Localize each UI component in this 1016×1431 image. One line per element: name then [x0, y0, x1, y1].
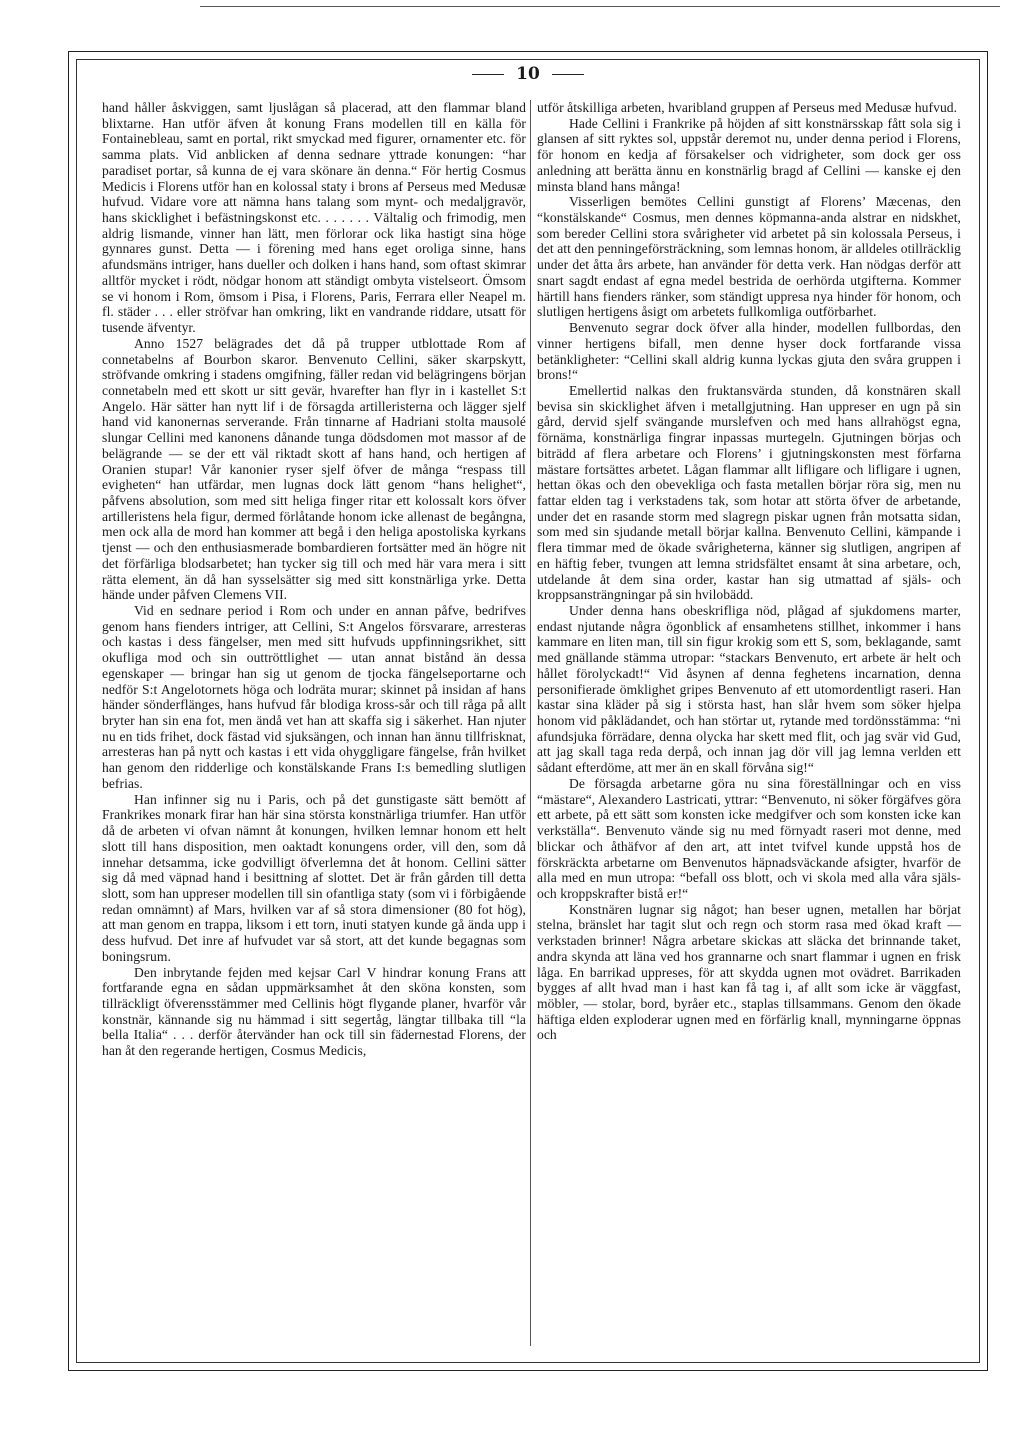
paragraph: Anno 1527 belägrades det då på trupper utblottade Rom af connetabelns af Bourbon skaror. Benvenuto Cellini, säker skarpskytt, ströfvande omkring i stadens omgifning, fäller redan vid belägringens början connetabeln med ett skott ur sitt gevär, hvarefter han flyr in i kastellet S:t Angelo. Här sätter han nytt lif i de försagda artilleristerna och lägger sjelf hand vid kanonernas serverande. Från tinnarne af Hadriani stolta mausolé slungar Cellini med kanonens dånande tunga dödsdomen mot massor af de belägrande — se der ett väl riktadt skott af hans hand, och hertigen af Oranien stupar! Vår kanonier ryser sjelf öfver de många “respass till evigheten“ han utfärdar, men lugnas dock lätt genom “hans helighet“, påfvens absolution, som med sitt heliga finger ritar ett kolossalt kors öfver artilleristens hela figur, dermed förlåtande honom icke allenast de begångna, men ock alla de mord han kommer att begå i den heliga apostoliska kyrkans tjenst — och den enthusiasmerade bombardieren fortsätter med än högre nit det förfärliga blodsarbetet; han tycker sig till och med här vara mera i sitt rätta element, än då han sysselsätter sig med sitt konstnärliga yrke. Detta hände under påfven Clemens VII. — [102, 335, 526, 603]
page-header — [76, 64, 980, 84]
column-divider — [530, 100, 531, 1346]
header-dash-right — [552, 74, 584, 75]
paragraph: De försagda arbetarne göra nu sina föreställningar och en viss “mästare“, Alexandero Lastricati, yttrar: “Benvenuto, ni söker förgäfves göra ett arbete, på ett sätt som konsten icke medgifver och som konsten icke kan verkställa“. Benvenuto vände sig nu med förnyadt raseri mot denne, med blickar och åthäfvor af den art, att intet tvifvel kunde uppstå hos de förskräckta arbetarne om Benvenutos häpnadsväckande afsigter, hvarför de alla med en mun utropa: “befall oss blott, och vi skola med alla våra själs- och kroppskrafter bistå er!“ — [537, 775, 961, 901]
paragraph: utför åtskilliga arbeten, hvaribland gruppen af Perseus med Medusæ hufvud. — [537, 100, 958, 115]
paragraph: hand håller åskviggen, samt ljuslågan så placerad, att den flammar bland blixtarne. Han utför äfven åt konung Frans modellen till en källa för Fontainebleau, samt en portal, rikt smyckad med figurer, ornamenter etc. för samma plats. Vid anblicken af denna sednare yttrade konungen: “har paradiset portar, så kunna de ej vara skönare än denna.“ För hertig Cosmus Medicis i Florens utför han en kolossal staty i brons af Perseus med Medusæ hufvud. Vidare vore att nämna hans talang som mynt- och medaljgravör, hans skicklighet i befästningskonst etc. . . . . . . Vältalig och frimodig, men aldrig lismande, vinner han lätt, men förlorar ock lika hastigt sina höge gynnares gunst. Detta — i förening med hans eget oroliga sinne, hans afundsmäns intriger, hans dueller och dolken i hans hand, som oftast skimrar alltför mycket i rödt, nödgar honom att ständigt ombyta vistelseort. Ömsom se vi honom i Rom, ömsom i Pisa, i Florens, Paris, Ferrara eller Neapel m. fl. städer . . . eller ströfvar han omkring, likt en vandrande riddare, utsatt för tusende äfventyr. — [102, 100, 526, 336]
paragraph: Vid en sednare period i Rom och under en annan påfve, bedrifves genom hans fienders intriger, att Cellini, S:t Angelos försvarare, arresteras och kastas i dess fängelser, men med sitt hufvuds uppfinningsrikhet, sitt okufliga mod och sin outtröttlighet — utan annat bistånd än dessa egenskaper — bringar han sig ut genom de tjocka fängelseportarne och nedför S:t Angelotornets höga och lodräta murar; skinnet på insidan af hans händer sönderflänges, hans hufvud får blodiga kross-sår och till råga på allt bryter han sin ena fot, men ändå vet han att skaffa sig i säkerhet. Han njuter nu en tids frihet, dock fästad vid sjuksängen, och innan han ännu tillfrisknat, arresteras han på nytt och kastas i ett vida ohyggligare fängelse, från hvilket han genom den ridderlige och konstälskande Frans I:s bemedling slutligen befrias. — [102, 603, 526, 791]
paragraph: Konstnären lugnar sig något; han beser ugnen, metallen har börjat stelna, bränslet har tagit slut och regn och storm rasa med ökad kraft — verkstaden brinner! Några arbetare skickas att släcka det brinnande taket, andra skynda att läna ved hos grannarne och snart flammar i ugnen en frisk låga. En barrikad uppreses, för att skydda ugnen mot ovädret. Barrikaden bygges af allt hvad man i hast kan få tag i, af allt som icke är väggfast, möbler, — stolar, bord, byråer etc., staplas tillsammans. Genom den ökade häftiga elden exploderar ugnen med en förfärlig knall, mynningarne öppnas och — [537, 901, 961, 1043]
right-column — [537, 100, 961, 1346]
paragraph: Hade Cellini i Frankrike på höjden af sitt konstnärsskap fått sola sig i glansen af sitt ryktes sol, uppstår deremot nu, under denna period i Florens, för honom en kedja af försakelser och vidrigheter, som dock ger oss anledning att berätta ännu en konstnärlig bragd af Cellini — kanske ej den minsta bland hans många! — [537, 115, 961, 194]
paragraph: Under denna hans obeskrifliga nöd, plågad af sjukdomens marter, endast njutande några ögonblick af ensamhetens stillhet, inkommer i hans kammare en liten man, till sin figur krokig som ett S, som, beklagande, samt med gnällande stämma utropar: “stackars Benvenuto, ert arbete är helt och hållet förolyckadt!“ Vid åsynen af denna feghetens incarnation, denna personifierade ömklighet gripes Benvenuto af ett utomordentligt raseri. Han kastar sina kläder på sig i största hast, han slår hvem som söker hjelpa honom vid påklädandet, och han störtar ut, rytande med tordönsstämma: “ni afundsjuka förrädare, denna olycka har skett med flit, och jag svär vid Gud, att jag skall taga reda derpå, och innan jag dör vill jag lemna verlden ett sådant efterdöme, att mer än en skall förvåna sig!“ — [537, 603, 961, 776]
paragraph: Den inbrytande fejden med kejsar Carl V hindrar konung Frans att fortfarande egna en sådan uppmärksamhet åt den sköna konsten, som tillräckligt öfverensstämmer med Cellinis högt flygande planer, hvarför vår konstnär, kännande sig nu hämmad i sitt segertåg, längtar tillbaka till “la bella Italia“ . . . derför återvänder han ock till sin fädernestad Florens, der han åt den regerande hertigen, Cosmus Medicis, — [102, 964, 526, 1059]
paragraph: Emellertid nalkas den fruktansvärda stunden, då konstnären skall bevisa sin skicklighet äfven i metallgjutning. Han uppreser en ugn på sin gård, dervid sjelf svängande murslefven och med hans allrahögst egna, förnäma, konstnärliga fingrar inpassas murtegeln. Gjutningen börjas och biträdd af flera arbetare och Florens’ i gjutningskonsten mest förfarna mästare fortsättes arbetet. Lågan flammar allt lifligare och lifligare i ugnen, hettan ökas och den obevekliga och fasta metallen börjar röra sig, men nu fattar elden tag i verkstadens tak, som hotar att störta öfver de arbetande, under det en rasande storm med slagregn piskar ugnen från motsatta sidan, som med sin sjudande metall börjar kallna. Benvenuto Cellini, kämpande i flera timmar med de ökade svårigheterna, känner sig slutligen, angripen af en häftig feber, tvungen att lemna stridsfältet ensamt åt sina arbetare, och, utdelande åt dem sina order, kastar han sig utmattad af själs- och kroppsansträngningar på sin hvilobädd. — [537, 382, 961, 603]
paragraph: Benvenuto segrar dock öfver alla hinder, modellen fullbordas, den vinner hertigens bifall, men denne hyser dock fortfarande vissa betänkligheter: “Cellini skall aldrig kunna lyckas gjuta den svåra gruppen i brons!“ — [537, 320, 961, 383]
paragraph: Han infinner sig nu i Paris, och på det gunstigaste sätt bemött af Frankrikes monark firar han här sina största konstnärliga triumfer. Han utför då de arbeten vi ofvan nämnt åt konungen, hvilken lemnar honom ett helt slott till hans disposition, men oaktadt konungens order, vill den, som då innehar detsamma, icke godvilligt öfverlemna det åt honom. Cellini sätter sig då med väpnad hand i besittning af slottet. Det är från gården till detta slott, som han uppreser modellen till sin ofantliga staty (som vi i förbigående redan omnämnt) af Mars, hvilken var af så stora dimensioner (80 fot hög), att man genom en trappa, liksom i ett torn, inuti statyen kunde gå ända upp i dess hufvud. Det inre af hufvudet var så stort, att det kunde begagnas som boningsrum. — [102, 791, 526, 964]
page-number: 10 — [516, 64, 540, 84]
paragraph: Visserligen bemötes Cellini gunstigt af Florens’ Mæcenas, den “konstälskande“ Cosmus, men dennes köpmanna-anda alstrar en nidskhet, som bereder Cellini stora svårigheter vid arbetet på sin kolossala Perseus, i det att den penningeförsträckning, som lemnas honom, är alldeles otillräcklig under det åtta års arbete, han använder för detta verk. Han nödgas derför att snart sagdt endast af egna medel bestrida de oerhörda utgifterna. Kommer härtill hans fienders ränker, som ständigt uppresa nya hinder för honom, och slutligen hertigens åsigt om arbetets fullkomliga outförbarhet. — [537, 194, 961, 320]
top-rule — [200, 6, 1000, 7]
left-column — [102, 100, 526, 1346]
header-dash-left — [472, 74, 504, 75]
